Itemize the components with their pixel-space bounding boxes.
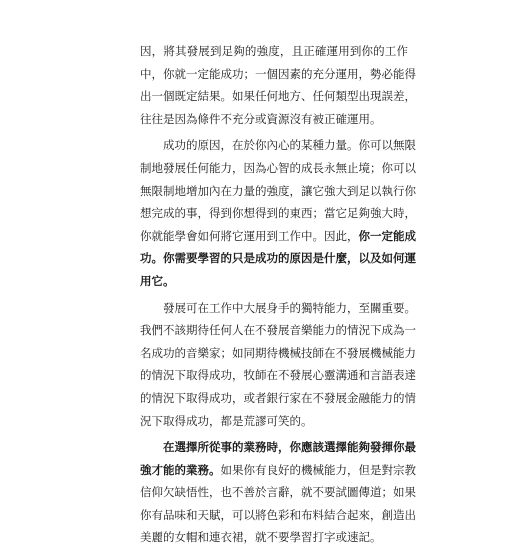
text-run: 名成功的音樂家；如同期待機械技師在不發展機械能力 xyxy=(140,345,416,360)
text-run: 你有品味和天賦，可以將色彩和布料結合起來，創造出 xyxy=(140,507,416,522)
text-line xyxy=(140,526,408,549)
text-line xyxy=(140,247,416,270)
text-run: 想完成的事，得到你想得到的東西；當它足夠強大時， xyxy=(140,206,416,221)
text-run: 發展可在工作中大展身手的獨特能力，至關重要。 xyxy=(163,300,416,315)
text-line xyxy=(140,85,416,108)
text-run: 制地發展任何能力，因為心智的成長永無止境；你可以 xyxy=(140,160,416,175)
text-run: 無限制地增加內在力量的強度，讓它強大到足以執行你 xyxy=(140,183,416,198)
text-line xyxy=(140,387,416,410)
text-line xyxy=(140,319,416,342)
text-line xyxy=(140,134,416,157)
text-line xyxy=(140,504,416,527)
text-run: 的情況下取得成功，牧師在不發展心靈溝通和言語表達 xyxy=(140,368,416,383)
text-line xyxy=(140,180,416,203)
text-line xyxy=(140,202,416,225)
text-run: 的情況下取得成功，或者銀行家在不發展金融能力的情 xyxy=(140,390,416,405)
bold-text-run: 強才能的業務。 xyxy=(140,462,221,477)
text-run: 因，將其發展到足夠的強度，且正確運用到你的工作 xyxy=(140,44,408,58)
text-line xyxy=(140,63,416,86)
text-line xyxy=(140,270,408,293)
text-line xyxy=(140,459,416,482)
text-run: 出一個既定結果。如果任何地方、任何類型出現誤差， xyxy=(140,89,416,104)
text-line xyxy=(140,225,416,248)
text-run: 美麗的女帽和連衣裙，就不要學習打字或速記。 xyxy=(140,530,382,545)
text-line xyxy=(140,481,416,504)
text-run: 我們不該期待任何人在不發展音樂能力的情況下成為一 xyxy=(140,323,416,338)
text-line xyxy=(140,436,416,459)
bold-text-run: 用它。 xyxy=(140,273,175,288)
paragraph xyxy=(140,297,416,433)
text-run: 往往是因為條件不充分或資源沒有被正確運用。 xyxy=(140,111,382,126)
text-run: 況下取得成功，都是荒謬可笑的。 xyxy=(140,413,313,428)
paragraph xyxy=(140,40,416,130)
text-line xyxy=(140,40,408,63)
text-run: 中，你就一定能成功；一個因素的充分運用，勢必能得 xyxy=(140,66,416,81)
text-line xyxy=(140,108,408,131)
text-run: 你就能學會如何將它運用到工作中。因此， xyxy=(140,228,359,243)
text-run: 信仰欠缺悟性，也不善於言辭，就不要試圖傳道；如果 xyxy=(140,485,416,500)
bold-text-run: 功。你需要學習的只是成功的原因是什麼，以及如何運 xyxy=(140,251,416,266)
text-line xyxy=(140,342,416,365)
paragraph xyxy=(140,134,416,292)
text-run: 如果你有良好的機械能力，但是對宗教 xyxy=(220,462,416,477)
text-run: 成功的原因，在於你內心的某種力量。你可以無限 xyxy=(163,138,416,153)
text-line xyxy=(140,364,416,387)
paragraph xyxy=(140,436,416,549)
bold-text-run: 你一定能成 xyxy=(358,228,416,243)
body-text xyxy=(140,40,416,549)
text-line xyxy=(140,157,416,180)
bold-text-run: 在選擇所從事的業務時，你應該選擇能夠發揮你最 xyxy=(163,440,416,455)
text-line xyxy=(140,297,416,320)
text-line xyxy=(140,410,408,433)
